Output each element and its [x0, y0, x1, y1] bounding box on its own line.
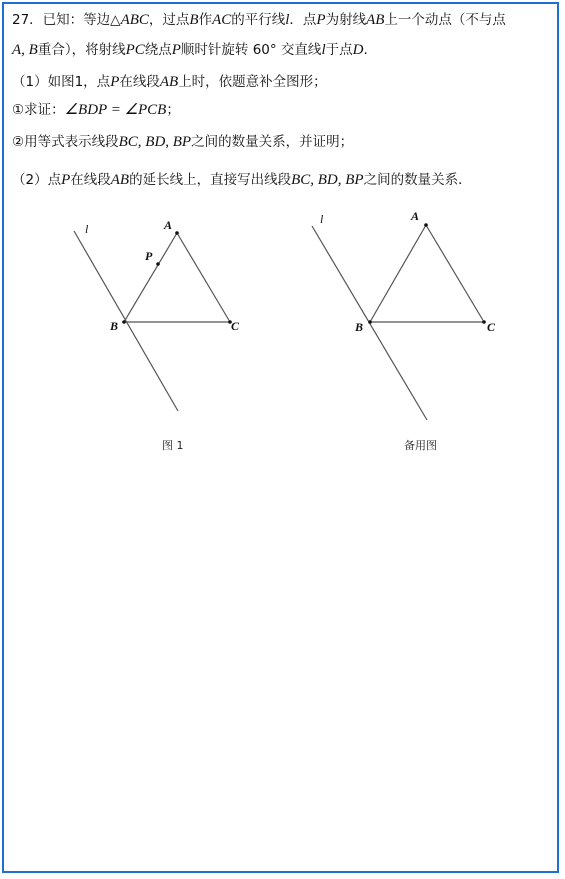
math-ab: AB: [110, 172, 130, 188]
math-p: P: [110, 74, 120, 90]
math-ab: AB: [366, 12, 385, 28]
text-segment: （2）点: [12, 172, 62, 188]
figure-backup: [312, 209, 496, 452]
text-segment: 作: [198, 12, 213, 28]
text-segment: ，过点: [148, 12, 190, 28]
text-segment: 上时，依题意补全图形；: [178, 74, 327, 90]
text-segment: 为射线: [325, 12, 367, 28]
math-abc: ABC: [120, 12, 149, 28]
text-segment: 顺时针旋转 60° 交直线: [180, 42, 322, 58]
label-a: A: [164, 218, 173, 232]
text-segment: ②用等式表示线段: [12, 134, 119, 150]
figure-1-caption: 图 1: [162, 439, 184, 452]
text-segment: 重合），将射线: [37, 42, 126, 58]
label-c: C: [487, 320, 496, 334]
text-segment: 绕点: [144, 42, 172, 58]
point-a: [175, 231, 179, 235]
figure-backup-caption: 备用图: [404, 439, 437, 452]
text-segment: 上一个动点（不与点: [384, 12, 506, 28]
text-segment: 27．已知：等边△: [12, 12, 121, 28]
point-b: [368, 320, 372, 324]
label-b: B: [110, 319, 119, 333]
text-segment: 在线段: [70, 172, 111, 188]
point-b: [122, 320, 126, 324]
point-c: [482, 320, 486, 324]
math-p: P: [171, 42, 181, 58]
math-segments: BC, BD, BP: [291, 172, 364, 188]
text-segment: ．点: [289, 12, 317, 28]
text-segment: ①求证：: [12, 102, 65, 118]
math-a-b: A, B: [12, 42, 38, 58]
point-a: [424, 223, 428, 227]
label-p: P: [145, 249, 153, 263]
math-angle-equation: ∠BDP = ∠PCB: [64, 102, 167, 118]
math-d: D: [352, 42, 364, 58]
math-ab: AB: [159, 74, 179, 90]
segment-ab: [124, 233, 177, 322]
math-l: l: [321, 42, 326, 58]
math-ac: AC: [212, 12, 232, 28]
math-b: B: [189, 12, 199, 28]
label-l: l: [85, 222, 89, 236]
label-c: C: [231, 319, 240, 333]
segment-ab: [370, 225, 426, 322]
math-segments: BC, BD, BP: [118, 134, 192, 150]
point-p: [156, 262, 160, 266]
text-segment: 之间的数量关系，并证明；: [191, 134, 354, 150]
text-segment: 在线段: [119, 74, 160, 90]
math-p: P: [316, 12, 326, 28]
math-l: l: [285, 12, 290, 28]
text-segment: 的平行线: [231, 12, 286, 28]
segment-ac: [426, 225, 484, 322]
text-segment: 于点: [325, 42, 353, 58]
text-segment: ；: [166, 102, 180, 118]
text-segment: 的延长线上，直接写出线段: [129, 172, 292, 188]
text-segment: 之间的数量关系．: [363, 172, 472, 188]
label-a: A: [411, 209, 420, 223]
label-l: l: [320, 212, 324, 226]
math-p: P: [61, 172, 71, 188]
text-segment: .: [363, 42, 368, 58]
figure-1: [74, 218, 240, 452]
segment-ac: [177, 233, 230, 322]
text-segment: （1）如图1，点: [12, 74, 111, 90]
label-b: B: [355, 320, 364, 334]
math-pc: PC: [125, 42, 145, 58]
